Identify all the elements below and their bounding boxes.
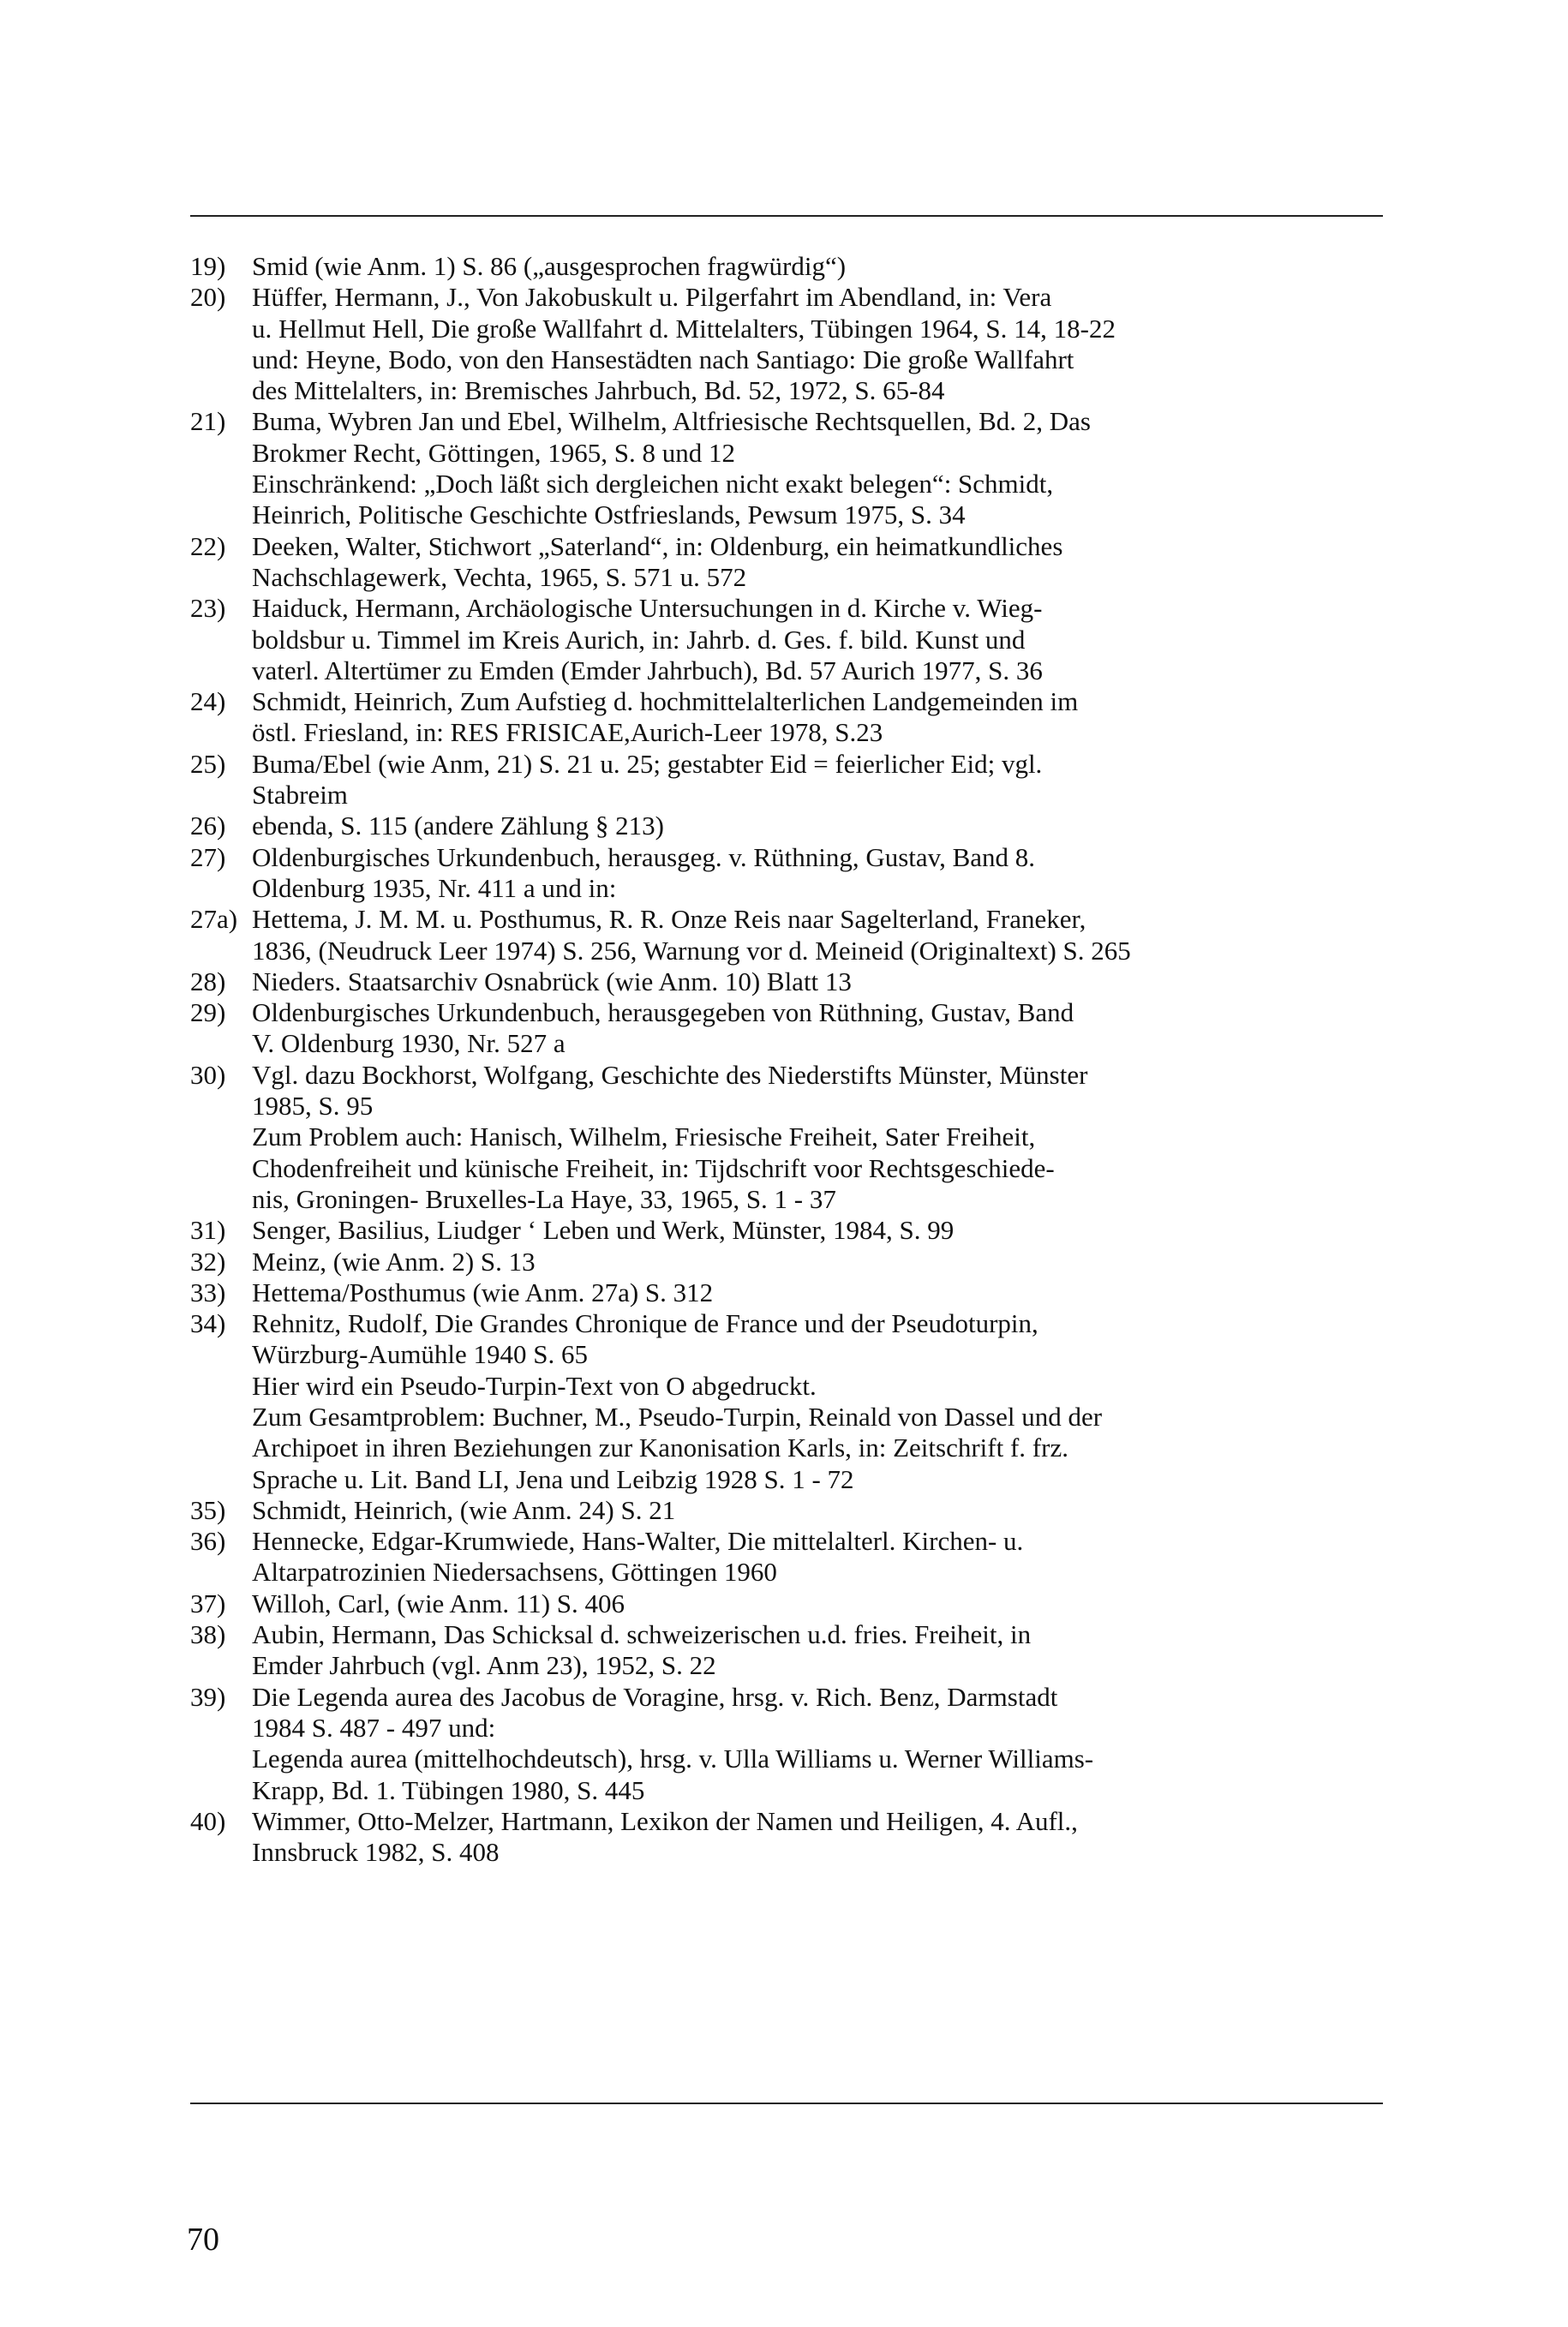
footnote-text [252, 966, 1383, 997]
footnote-text [252, 811, 1383, 841]
footnote-list [190, 251, 1383, 1868]
footnote-number: 19) [190, 251, 226, 281]
footnote-line: Smid (wie Anm. 1) S. 86 („ausgesprochen fragwürdig“) [252, 251, 847, 281]
footnote-number: 37) [190, 1588, 226, 1618]
footnote [190, 1277, 1383, 1308]
footnote [190, 282, 1383, 406]
footnote-number: 20) [190, 282, 226, 313]
footnote-text [252, 282, 1383, 406]
footnote-line: Vgl. dazu Bockhorst, Wolfgang, Geschichte des Niederstifts Münster, Münster [252, 1059, 1088, 1090]
footnote [190, 1247, 1383, 1277]
footnote-text [252, 1526, 1383, 1588]
footnote-line: des Mittelalters, in: Bremisches Jahrbuch, Bd. 52, 1972, S. 65-84 [252, 375, 945, 406]
footnote-text [252, 904, 1383, 966]
footnote [190, 1495, 1383, 1526]
footnote-line: 1984 S. 487 - 497 und: [252, 1712, 496, 1743]
footnote [190, 531, 1383, 594]
footnote-line: Heinrich, Politische Geschichte Ostfrieslands, Pewsum 1975, S. 34 [252, 499, 966, 530]
footnote-line: Altarpatrozinien Niedersachsens, Göttingen 1960 [252, 1557, 777, 1588]
footnote-line: Buma, Wybren Jan und Ebel, Wilhelm, Altfriesische Rechtsquellen, Bd. 2, Das [252, 406, 1091, 437]
footnote-line: Emder Jahrbuch (vgl. Anm 23), 1952, S. 22 [252, 1650, 716, 1681]
footnote-text [252, 1588, 1383, 1619]
footnote-line: Legenda aurea (mittelhochdeutsch), hrsg. v. Ulla Williams u. Werner Williams- [252, 1744, 1094, 1774]
footnote-text [252, 1277, 1383, 1308]
footnote-line: Die Legenda aurea des Jacobus de Voragine, hrsg. v. Rich. Benz, Darmstadt [252, 1681, 1058, 1712]
footnote-line: Deeken, Walter, Stichwort „Saterland“, in: Oldenburg, ein heimatkundliches [252, 530, 1063, 561]
footnote-text [252, 1682, 1383, 1806]
footnote-text [252, 406, 1383, 530]
footnote-line: Hennecke, Edgar-Krumwiede, Hans-Walter, Die mittelalterl. Kirchen- u. [252, 1526, 1024, 1557]
footnote-text [252, 842, 1383, 905]
footnote-number: 35) [190, 1494, 226, 1525]
footnote-line: Nieders. Staatsarchiv Osnabrück (wie Anm. 10) Blatt 13 [252, 966, 852, 996]
footnote-line: Zum Gesamtproblem: Buchner, M., Pseudo-Turpin, Reinald von Dassel und der [252, 1401, 1103, 1432]
footnote-number: 33) [190, 1277, 226, 1307]
footnote-line: V. Oldenburg 1930, Nr. 527 a [252, 1028, 566, 1059]
footnote-line: Nachschlagewerk, Vechta, 1965, S. 571 u. 572 [252, 561, 747, 592]
footnote-text [252, 593, 1383, 686]
footnote-text [252, 749, 1383, 811]
footnote-line: ebenda, S. 115 (andere Zählung § 213) [252, 811, 664, 841]
footnote-number: 27a) [190, 904, 238, 935]
footnote-text [252, 531, 1383, 594]
footnote-line: Schmidt, Heinrich, (wie Anm. 24) S. 21 [252, 1494, 676, 1525]
footnote-number: 26) [190, 811, 226, 841]
footnote-line: boldsbur u. Timmel im Kreis Aurich, in: Jahrb. d. Ges. f. bild. Kunst und [252, 624, 1026, 655]
footnote-line: und: Heyne, Bodo, von den Hansestädten nach Santiago: Die große Wallfahrt [252, 344, 1074, 374]
footnote [190, 842, 1383, 905]
footnote-number: 36) [190, 1526, 226, 1557]
footnote [190, 997, 1383, 1060]
footnote-text [252, 1060, 1383, 1215]
footnote [190, 251, 1383, 282]
bottom-divider [190, 2103, 1383, 2104]
footnote-number: 34) [190, 1308, 226, 1339]
footnote [190, 966, 1383, 997]
footnote-text [252, 1806, 1383, 1869]
footnote-line: östl. Friesland, in: RES FRISICAE,Aurich-Leer 1978, S.23 [252, 717, 883, 748]
footnote-line: Wimmer, Otto-Melzer, Hartmann, Lexikon der Namen und Heiligen, 4. Aufl., [252, 1805, 1078, 1836]
footnote-line: Krapp, Bd. 1. Tübingen 1980, S. 445 [252, 1774, 645, 1805]
footnote-text [252, 686, 1383, 749]
footnote-text [252, 1247, 1383, 1277]
footnote [190, 1308, 1383, 1495]
footnote-line: Stabreim [252, 780, 348, 811]
top-divider [190, 215, 1383, 217]
footnote-line: Haiduck, Hermann, Archäologische Untersuchungen in d. Kirche v. Wieg- [252, 593, 1043, 624]
footnote [190, 904, 1383, 966]
footnote [190, 1619, 1383, 1682]
footnote-line: Hüffer, Hermann, J., Von Jakobuskult u. Pilgerfahrt im Abendland, in: Vera [252, 282, 1052, 313]
footnote-number: 27) [190, 841, 226, 872]
footnote-line: Hettema, J. M. M. u. Posthumus, R. R. Onze Reis naar Sagelterland, Franeker, [252, 904, 1086, 935]
footnote [190, 1526, 1383, 1588]
footnote-number: 28) [190, 966, 226, 996]
footnote [190, 1588, 1383, 1619]
footnote-text [252, 1619, 1383, 1682]
footnote-text [252, 1495, 1383, 1526]
footnote-line: 1985, S. 95 [252, 1091, 374, 1122]
footnote-line: Würzburg-Aumühle 1940 S. 65 [252, 1339, 589, 1370]
footnote-line: Hettema/Posthumus (wie Anm. 27a) S. 312 [252, 1277, 714, 1307]
footnote-line: Innsbruck 1982, S. 408 [252, 1837, 500, 1868]
footnote-number: 39) [190, 1681, 226, 1712]
footnote-line: Zum Problem auch: Hanisch, Wilhelm, Friesische Freiheit, Sater Freiheit, [252, 1122, 1036, 1152]
footnote [190, 1806, 1383, 1869]
footnote-text [252, 997, 1383, 1060]
footnote [190, 1215, 1383, 1246]
footnote [190, 811, 1383, 841]
footnote-line: Schmidt, Heinrich, Zum Aufstieg d. hochmittelalterlichen Landgemeinden im [252, 686, 1079, 717]
footnote [190, 406, 1383, 530]
footnote-line: Sprache u. Lit. Band LI, Jena und Leibzig 1928 S. 1 - 72 [252, 1463, 854, 1494]
footnote-line: Archipoet in ihren Beziehungen zur Kanonisation Karls, in: Zeitschrift f. frz. [252, 1433, 1068, 1463]
footnote [190, 593, 1383, 686]
footnote-line: Chodenfreiheit und künische Freiheit, in: Tijdschrift voor Rechtsgeschiede- [252, 1152, 1055, 1183]
footnote-line: Rehnitz, Rudolf, Die Grandes Chronique de France und der Pseudoturpin, [252, 1308, 1038, 1339]
footnote-number: 25) [190, 748, 226, 779]
footnote-number: 38) [190, 1619, 226, 1650]
footnote-number: 29) [190, 997, 226, 1028]
footnote-number: 32) [190, 1246, 226, 1277]
footnote-line: Senger, Basilius, Liudger ‘ Leben und Werk, Münster, 1984, S. 99 [252, 1215, 955, 1246]
footnote-number: 24) [190, 686, 226, 717]
footnote-line: Einschränkend: „Doch läßt sich dergleichen nicht exakt belegen“: Schmidt, [252, 469, 1054, 499]
footnote [190, 1682, 1383, 1806]
footnote-line: Buma/Ebel (wie Anm, 21) S. 21 u. 25; gestabter Eid = feierlicher Eid; vgl. [252, 748, 1043, 779]
footnote-line: Brokmer Recht, Göttingen, 1965, S. 8 und 12 [252, 437, 735, 468]
footnote-line: u. Hellmut Hell, Die große Wallfahrt d. Mittelalters, Tübingen 1964, S. 14, 18-22 [252, 313, 1116, 344]
footnote-line: Hier wird ein Pseudo-Turpin-Text von O abgedruckt. [252, 1370, 817, 1401]
footnote [190, 749, 1383, 811]
footnote [190, 1060, 1383, 1215]
footnote-line: 1836, (Neudruck Leer 1974) S. 256, Warnung vor d. Meineid (Originaltext) S. 265 [252, 935, 1131, 966]
footnote-number: 21) [190, 406, 226, 437]
footnote-line: Oldenburgisches Urkundenbuch, herausgeg. v. Rüthning, Gustav, Band 8. [252, 841, 1036, 872]
footnote-number: 31) [190, 1215, 226, 1246]
footnote-number: 22) [190, 530, 226, 561]
footnote-line: nis, Groningen- Bruxelles-La Haye, 33, 1965, S. 1 - 37 [252, 1183, 836, 1214]
footnote-number: 23) [190, 593, 226, 624]
footnote-text [252, 1215, 1383, 1246]
footnote-number: 40) [190, 1805, 226, 1836]
footnote-line: Aubin, Hermann, Das Schicksal d. schweizerischen u.d. fries. Freiheit, in [252, 1619, 1032, 1650]
footnote-line: Meinz, (wie Anm. 2) S. 13 [252, 1246, 536, 1277]
footnote [190, 686, 1383, 749]
footnote-line: Oldenburgisches Urkundenbuch, herausgegeben von Rüthning, Gustav, Band [252, 997, 1074, 1028]
footnote-text [252, 1308, 1383, 1495]
footnote-line: Willoh, Carl, (wie Anm. 11) S. 406 [252, 1588, 625, 1618]
footnote-line: Oldenburg 1935, Nr. 411 a und in: [252, 872, 617, 903]
footnote-line: vaterl. Altertümer zu Emden (Emder Jahrbuch), Bd. 57 Aurich 1977, S. 36 [252, 655, 1043, 685]
footnote-text [252, 251, 1383, 282]
footnote-number: 30) [190, 1059, 226, 1090]
page-number: 70 [187, 2222, 219, 2258]
